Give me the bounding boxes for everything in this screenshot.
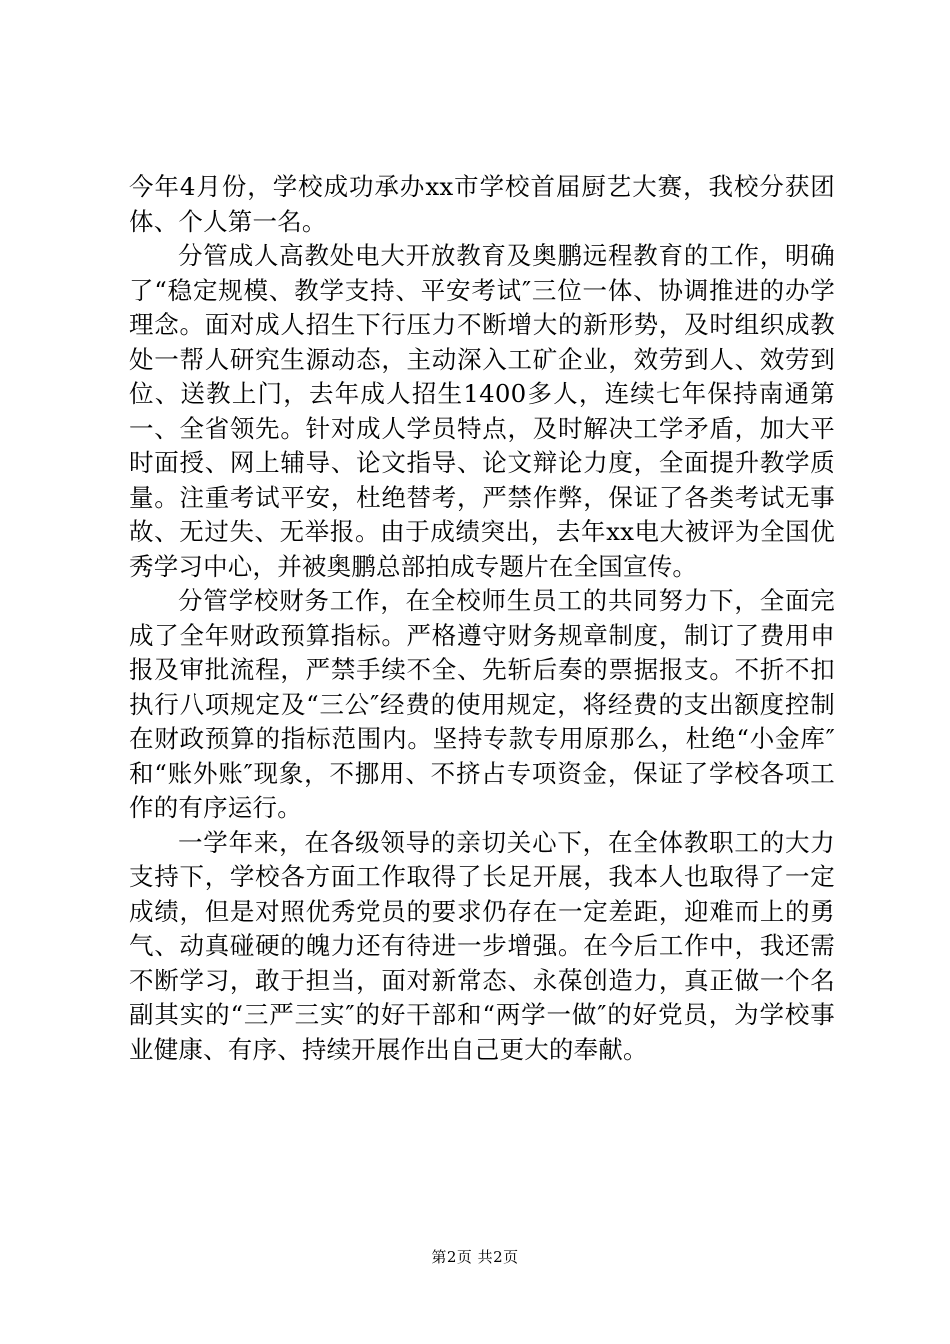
page-number-footer: 第2页 共2页 bbox=[431, 1248, 519, 1266]
paragraph-1: 今年4月份，学校成功承办xx市学校首届厨艺大赛，我校分获团体、个人第一名。 bbox=[129, 172, 835, 236]
paragraph-2: 分管成人高教处电大开放教育及奥鹏远程教育的工作，明确了“稳定规模、教学支持、平安考试″三位一体、协调推进的办学理念。面对成人招生下行压力不断增大的新形势，及时组织成教处一帮人研究生源动态，主动深入工矿企业，效劳到人、效劳到位、送教上门，去年成人招生1400多人，连续七年保持南通第一、全省领先。针对成人学员特点，及时解决工学矛盾，加大平时面授、网上辅导、论文指导、论文辩论力度，全面提升教学质量。注重考试平安，杜绝替考，严禁作弊，保证了各类考试无事故、无过失、无举报。由于成绩突出，去年xx电大被评为全国优秀学习中心，并被奥鹏总部拍成专题片在全国宣传。 bbox=[129, 241, 835, 581]
paragraph-3: 分管学校财务工作，在全校师生员工的共同努力下，全面完成了全年财政预算指标。严格遵守财务规章制度，制订了费用申报及审批流程，严禁手续不全、先斩后奏的票据报支。不折不扣执行八项规定及“三公″经费的使用规定，将经费的支出额度控制在财政预算的指标范围内。坚持专款专用原那么，杜绝“小金库″和“账外账″现象，不挪用、不挤占专项资金，保证了学校各项工作的有序运行。 bbox=[129, 586, 835, 822]
paragraph-4: 一学年来，在各级领导的亲切关心下，在全体教职工的大力支持下，学校各方面工作取得了长足开展，我本人也取得了一定成绩，但是对照优秀党员的要求仍存在一定差距，迎难而上的勇气、动真碰硬的魄力还有待进一步增强。在今后工作中，我还需不断学习，敢于担当，面对新常态、永葆创造力，真正做一个名副其实的“三严三实″的好干部和“两学一做″的好党员，为学校事业健康、有序、持续开展作出自己更大的奉献。 bbox=[129, 827, 835, 1064]
document-body bbox=[129, 170, 835, 1067]
